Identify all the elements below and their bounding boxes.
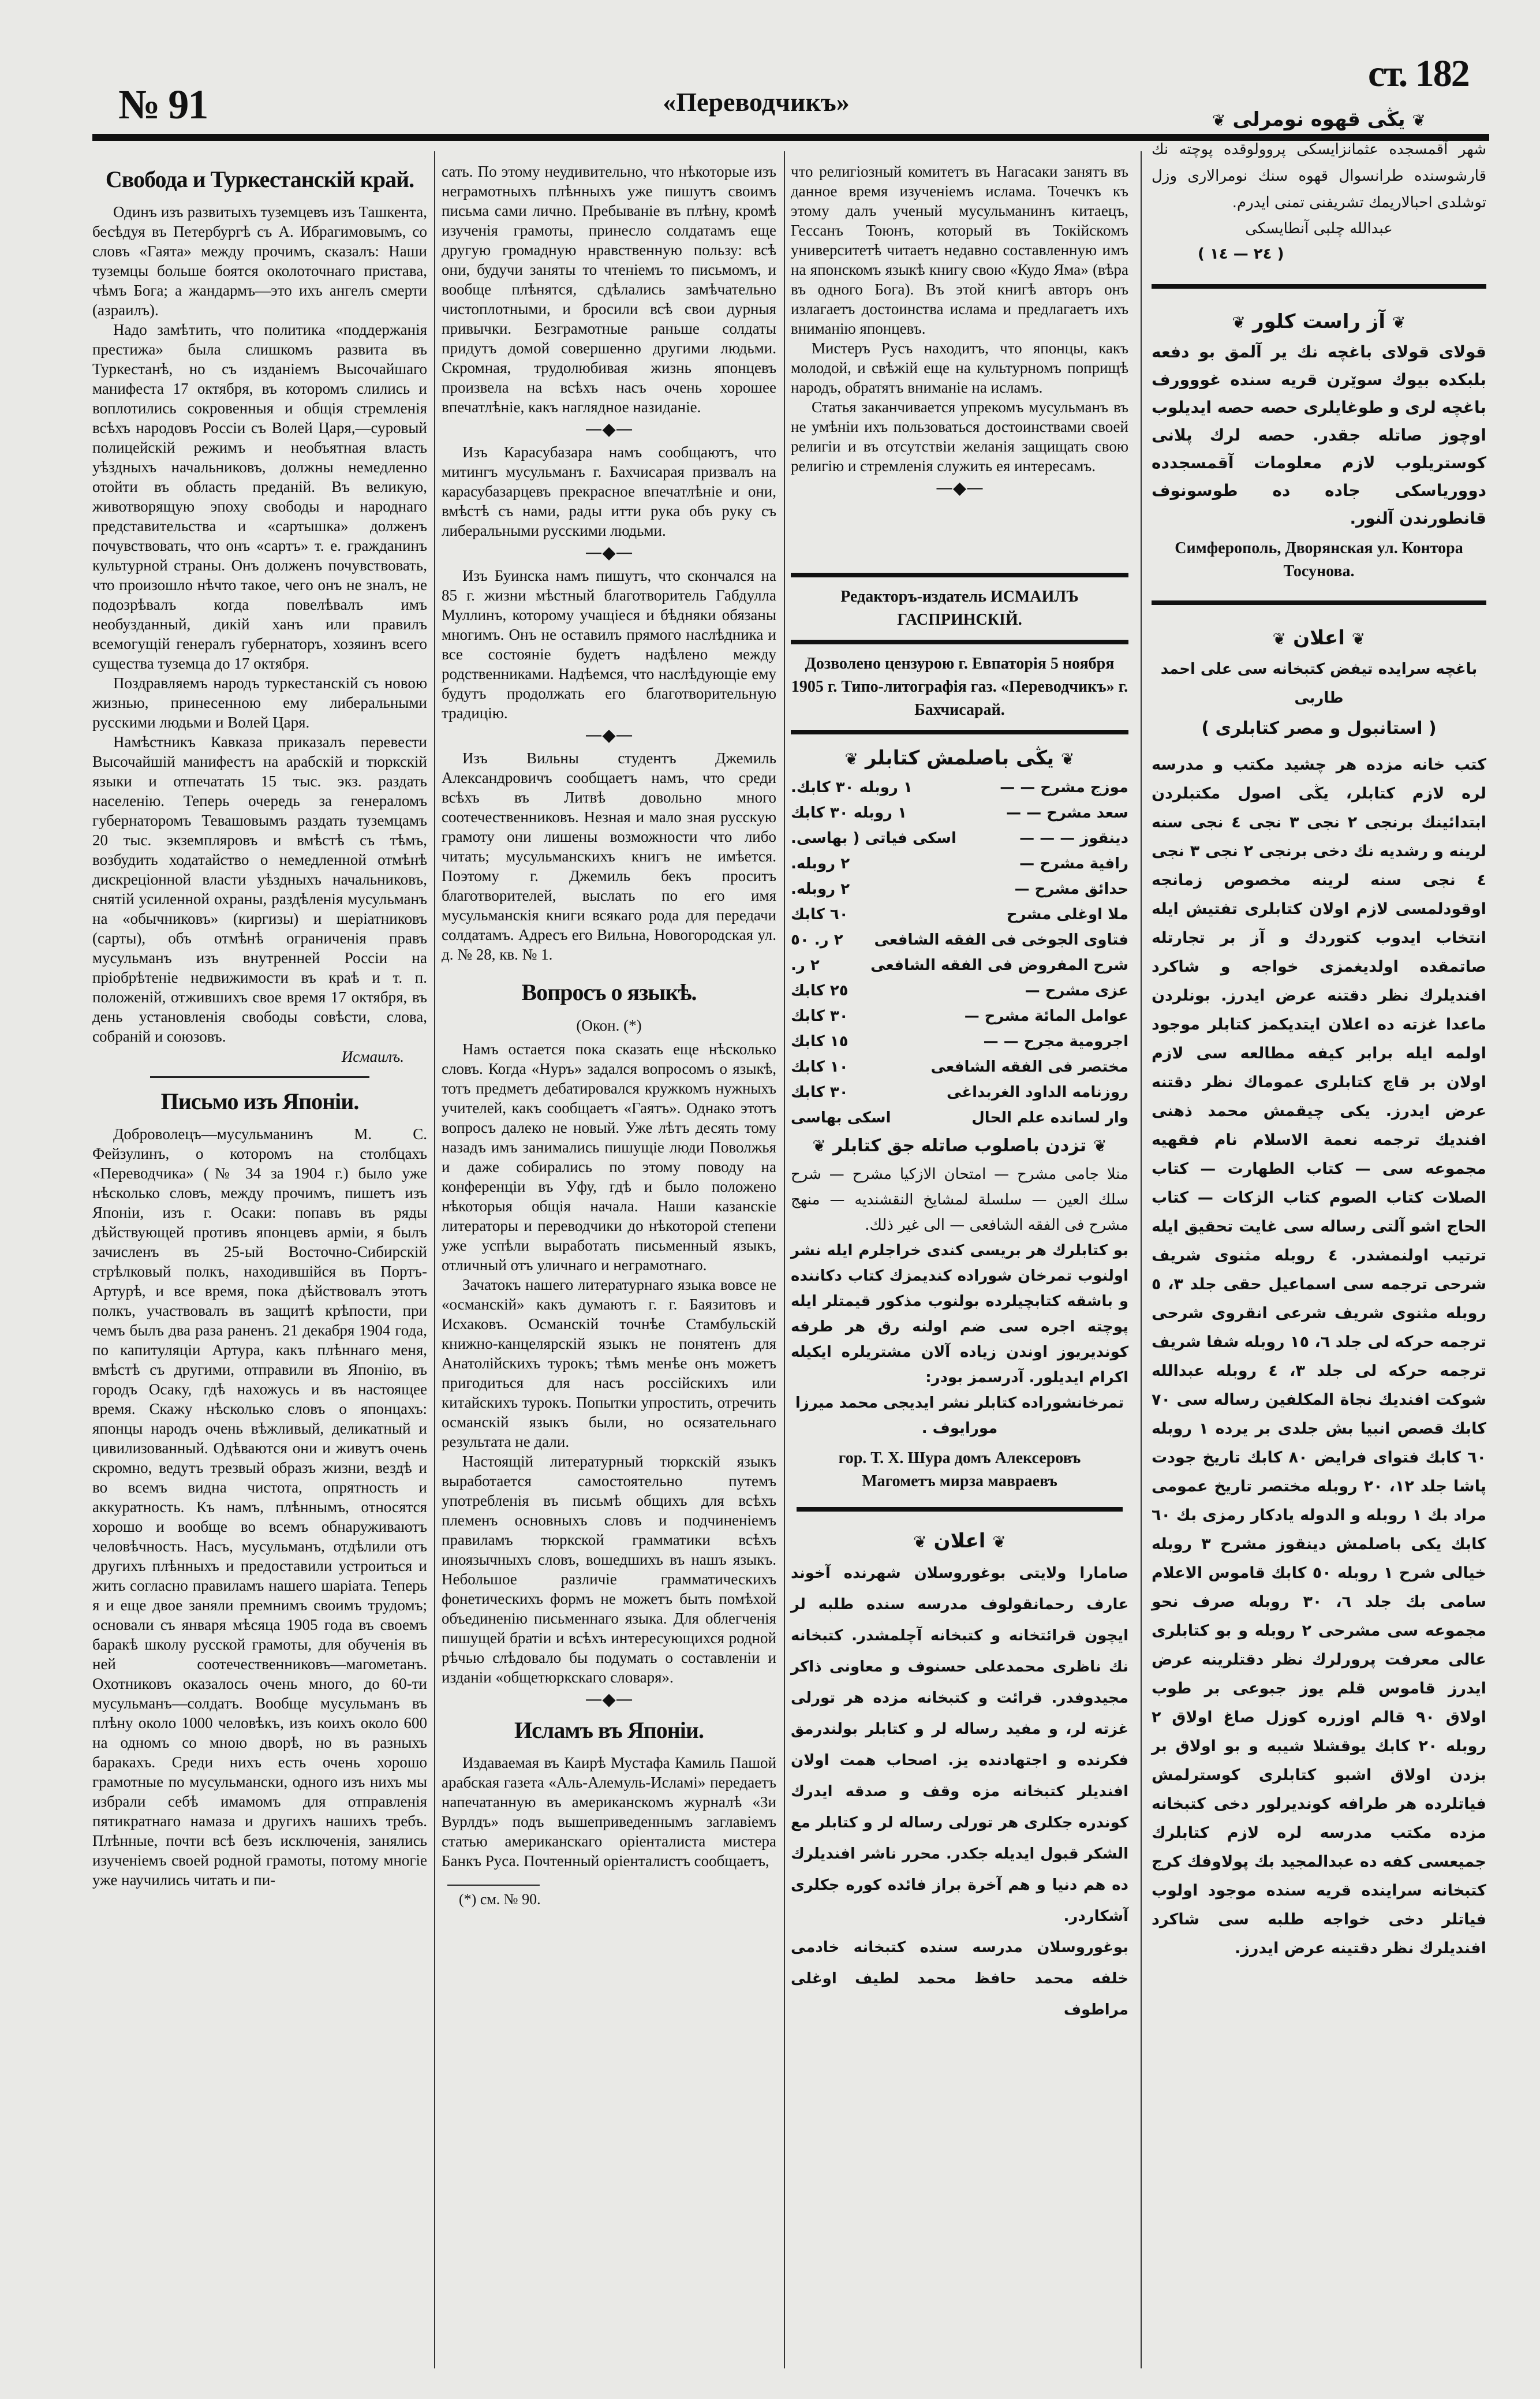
issue-number: № 91 (118, 81, 208, 128)
book-title: موزج مشرح — — (1000, 779, 1128, 796)
book-title: اجرومية مجرح — — (983, 1033, 1128, 1050)
book-title: دينقوز — — — (1019, 830, 1128, 847)
ornament-icon: ❦ (913, 1532, 927, 1551)
article-subtitle: (Окон. (*) (576, 1017, 642, 1034)
paragraph: Добровoлецъ—мусульманинъ М. С. Фейзулинъ, о которомъ на столбцахъ «Переводчика» (№ 34 за 1904 г.) было уже нѣсколько словъ, между прочимъ, пишетъ изъ Японіи, изъ г. Осаки: попавъ въ ряды дѣйствующей противъ японцевъ арміи, я былъ зачисленъ въ 25-ый Восточно-Сибирскій стрѣлковый полкъ, находившійся въ Портъ-Артурѣ, и все время, пока дѣйствовалъ этотъ полкъ, участвовалъ въ защитѣ крѣпости, при чемъ былъ два раза раненъ. 21 декабря 1904 года, по капитуляціи Артура, какъ плѣннаго меня, вмѣстѣ съ другими, отправили въ Японію, въ городъ Осаку, гдѣ нахожусь и въ настоящее время. Скажу нѣсколько словъ о японцахъ: японцы народъ очень вѣжливый, деликатный и цивилизованный. Одѣваются они и живутъ очень скромно, ведутъ трезвый образъ жизни, вездѣ и во всемъ видна чистота, опрятность и аккуратность. Къ намъ, плѣннымъ, относятся хорошо и вообще во всемъ обнаруживаютъ человѣчность. Насъ, мусульманъ, отдѣлили отъ другихъ плѣнныхъ и предоставили устроиться и жить согласно правиламъ нашего шаріата. Теперь я и еще двое заняли премнимъ своимъ трудомъ; основали съ января мѣсяца 1905 года въ своемъ баракѣ школу русской грамоты, для обученія въ ней соотечественниковъ—магометанъ. Охотниковъ оказалось очень много, до 60-ти мусульманъ—солдатъ. Вообще мусульманъ въ плѣну около 1000 человѣкъ, изъ коихъ около 600 на одномъ со мною дворѣ, но въ разныхъ баракахъ. Среди нихъ есть очень хорошо грамотные по мусульмански, одного изъ нихъ мы избрали себѣ имамомъ для отправленія пятикратнаго намаза и другихъ нашихъ требъ. Плѣнные, почти всѣ безъ исключенія, занялись изученіемъ своей родной грамоты, потому многіе уже научились читать и пи- (92, 1125, 427, 1889)
section-rule (797, 1507, 1123, 1512)
ad-code: ( ٢٤ — ١٤ ) (1198, 245, 1284, 263)
paragraph: Надо замѣтить, что политика «поддержанія престижа» была слишкомъ развита въ Туркестанѣ, но съ изданіемъ Высочайшаго манифеста 17 октября, въ которомъ слились и воплотились сокровенныя и общія стремленія всѣхъ народовъ Россіи съ Волей Царя,—суровый полицейскій режимъ и необъятная власть уѣздныхъ начальниковъ, должны немедленно отойти въ область преданій. Въ великую, животворящую эпоху свободы и народнаго представительства и «сартышка» долженъ почувствовать, что онъ «сартъ» т. е. гражданинъ культурной страны. Онъ долженъ почувствовать, что произошло нѣчто такое, чего онъ не зналъ, не подозрѣвалъ когда повелѣвалъ имъ необузданный, дикій ханъ или правилъ всемогущій генералъ губернаторъ, хозяинъ всего существа туземца до 17 октября. (92, 321, 427, 672)
book-title: سعد مشرح — — (1006, 804, 1128, 822)
book-title: فتاوى الجوخى فى الفقه الشافعى (874, 931, 1128, 949)
paragraph: Настоящій литературный тюркскій языкъ выработается самостоятельно путемъ употребленія въ письмѣ общихъ для всѣхъ племенъ основныхъ словъ и подчиненіемъ правиламъ тюркской грамматики всѣхъ иноязычныхъ словъ, вошедшихъ въ нашъ языкъ. Небольшое различіе грамматическихъ фонетическихъ формъ не можетъ быть помѣхой объединенію письменнаго языка. Для облегченія пишущей братіи и всѣхъ интересующихся родной рѣчью слѣдовало бы подумать о составленіи и изданіи «общетюркскаго словаря». (442, 1453, 776, 1686)
ornament-icon: ❦ (1093, 1136, 1107, 1155)
ornament-divider-icon: —◆— (935, 478, 984, 498)
ad-heading-text: آز راست كلور (1252, 310, 1386, 333)
new-books-ad (791, 743, 1128, 1493)
ornament-icon: ❦ (844, 749, 859, 768)
address-line: Магометъ мирза мавраевъ (862, 1472, 1057, 1490)
paragraph: Изъ Карасубазара намъ сообщаютъ, что митингъ мусульманъ г. Бахчисарая призвалъ на карасубазарцевъ прекрасное впечатлѣніе и они, вмѣстѣ съ нами, рады итти рука объ руку съ либеральными русскими людьми. (442, 443, 776, 539)
book-price: ٦٠ كابك (791, 906, 849, 923)
book-price: ١ روبله ٣٠ كابك (791, 804, 907, 822)
ad-heading-text: يڭى باصلمش كتابلر (865, 747, 1054, 770)
article-title: Письмо изъ Японіи. (160, 1088, 359, 1114)
book-price: ٢ روبله. (791, 855, 850, 872)
section-rule (791, 730, 1128, 734)
book-price: ٢ ر. (791, 957, 820, 974)
ornament-icon: ❦ (1412, 111, 1426, 130)
ad-signature: عبدالله چلبى آنطايسكى (1245, 220, 1393, 237)
paragraph: Статья заканчивается упрекомъ мусульманъ въ не умѣніи ихъ пользоваться достоинствами своей религіи и въ отсутствіи желанія защищать свою религію и стремленія служить ея интересамъ. (791, 398, 1128, 475)
article-title: Исламъ въ Японіи. (514, 1717, 704, 1743)
ornament-icon: ❦ (1212, 111, 1226, 130)
book-list-item (791, 978, 1128, 1003)
section-rule (791, 640, 1128, 644)
book-list-item (791, 826, 1128, 851)
ad-heading-text: اعلان (1293, 626, 1345, 650)
ad-heading (1152, 104, 1486, 136)
paragraph: Изъ Вильны студентъ Джемиль Александровичъ сообщаетъ намъ, что среди всѣхъ въ Литвѣ довольно много соотечественниковъ. Незная и мало зная русскую грамоту они лишены возможности что либо читать; мусульманскихъ книгъ не имѣется. Поэтому г. Джемиль бекъ проситъ благотворителей, выслать по его имя мусульманскія книги всякаго рода для передачи солдатамъ. Адресъ его Вильна, Новогородская ул. д. № 28, кв. № 1. (442, 749, 776, 963)
ad-heading (1152, 306, 1486, 338)
ornament-icon: ❦ (1272, 629, 1287, 648)
book-list-item (791, 876, 1128, 902)
paragraph: что религіозный комитетъ въ Нагасаки занятъ въ данное время изученіемъ ислама. Точечкъ къ этому далъ ученый мусульманинъ китаецъ, Гессанъ Тоюнъ, который въ Токійскомъ университетѣ читаетъ недавно составленную имъ на японскомъ языкѣ книгу свою «Кудо Яма» (вѣра въ одного Бога). Въ этой книгѣ авторъ онъ излагаетъ достоинства ислама и предлагаетъ ихъ вниманію японцевъ. (791, 163, 1128, 337)
bookshop-ad (1152, 622, 1486, 1963)
column-2 (442, 162, 776, 1910)
ornament-icon: ❦ (1060, 749, 1075, 768)
book-title: حدائق مشرح — (1014, 880, 1128, 898)
ornament-icon: ❦ (992, 1532, 1006, 1551)
article-title: Вопросъ о языкѣ. (521, 979, 697, 1005)
footnote: (*) см. № 90. (459, 1891, 541, 1908)
ad-heading (791, 1131, 1128, 1162)
book-price: ١ روبله ٣٠ كابك. (791, 779, 913, 796)
editor-publisher: Редакторъ-издатель ИСМАИЛЪ ГАСПРИНСКІЙ. (840, 588, 1079, 629)
ad-text: شهر آقمسجده عثمانزايسكى پروولوقده پوچته نك قارشوسنده طرانسوال قهوه سنك نومرالارى وزل توشلدى احبالاريمك تشريفنى تمنى ايدرم. (1152, 141, 1486, 211)
article-title: Свобода и Туркестанскій край. (105, 166, 414, 192)
paragraph: Мистеръ Русъ находитъ, что японцы, какъ молодой, и свѣжій еще на культурномъ поприщѣ народъ, обратятъ вниманіе на исламъ. (791, 339, 1128, 396)
ornament-divider-icon: —◆— (585, 725, 633, 745)
upcoming-books: منلا جامى مشرح — امتحان الازكيا مشرح — شرح سلك العين — سلسلة لمشايخ النقشنديه — منهج مشرح فى الفقه الشافعى — الى غير ذلك. (791, 1166, 1128, 1234)
book-list-item (791, 1054, 1128, 1080)
column-3-article-end (791, 162, 1128, 501)
footnote-rule (447, 1885, 540, 1886)
library-ad (791, 1525, 1128, 2025)
book-title: ملا اوغلى مشرح (1006, 906, 1128, 923)
ad-address: Симферополь, Дворянская ул. Контора Тосунова. (1175, 539, 1463, 580)
book-price: ٢٥ كابك (791, 982, 849, 999)
paragraph: Одинъ изъ развитыхъ туземцевъ изъ Ташкента, бесѣдуя въ Петербургѣ съ А. Ибрагимовымъ, со словъ «Гаята» между прочимъ, сказалъ: Наши туземцы больше боятся околоточнаго пристава, чѣмъ Бога; а жандармъ—это ихъ ангелъ смерти (азраилъ). (92, 203, 427, 319)
column-divider (784, 151, 785, 2368)
ad-subheading: ( استانبول و مصر كتابلرى ) (1201, 718, 1437, 738)
book-price: اسكى بهاسى (791, 1109, 891, 1126)
book-title: مختصر فى الفقه الشافعى (930, 1058, 1128, 1076)
book-list-item (791, 775, 1128, 800)
ornament-icon: ❦ (1232, 313, 1246, 332)
section-rule (1152, 600, 1486, 605)
book-list-item (791, 953, 1128, 978)
ad-heading (791, 1525, 1128, 1558)
censor-note: Дозволено цензурою г. Евпаторія 5 ноября 1905 г. Типо-литографія газ. «Переводчикъ» г. Бахчисарай. (791, 655, 1128, 719)
book-list-item (791, 927, 1128, 953)
publisher-name: تمرخانشوراده كتابلر نشر ايديجى محمد ميرزا مورايوف . (795, 1394, 1124, 1437)
book-list-item (791, 1105, 1128, 1131)
book-price-list (791, 775, 1128, 1131)
books-note: بو كتابلرك هر بريسى كندى خراجلرم ايله نشر اولنوب تمرخان شوراده كنديمزك كتاب دكاننده و باشقه كتابچيلرده بولنوب مذكور قيمتلر ايله پوچته اجره سى ضم اولنه رق هر طرفه كونديريوز اوندن زياده آلان مشتريلره ايكيله اكرام ايديلور. آدرسمز بودر: (791, 1242, 1128, 1386)
newspaper-title: «Переводчикъ» (663, 87, 850, 117)
book-price: ٢ روبله. (791, 880, 850, 898)
book-list-item (791, 800, 1128, 826)
column-divider (1141, 151, 1142, 2368)
book-list-item (791, 902, 1128, 927)
address-line: гор. Т. Х. Шура домъ Алексеровъ (838, 1449, 1081, 1467)
paragraph: сать. По этому неудивительно, что нѣкоторые изъ неграмотныхъ плѣнныхъ уже пишутъ своимъ письма сами лично. Пребываніе въ плѣну, кромѣ изученія грамоты, принесло солдатамъ еще другую громадную нравственную пользу: всѣ они, будучи заняты то чтеніемъ то письмомъ, и вообще плѣнятся, сдѣлались замѣчательно чистоплотными, и бросили всѣ свои дурныя привычки. Безграмотные раньше солдаты придутъ домой совершенно другими людьми. Скромная, трудолюбивая жизнь японцевъ произвела на всѣхъ насъ очень хорошее впечатлѣніе, какъ наглядное назиданіе. (442, 163, 776, 416)
ornament-divider-icon: —◆— (585, 1689, 633, 1710)
book-title: شرح المفروض فى الفقه الشافعى (870, 957, 1128, 974)
book-title: عوامل المائة مشرح — (964, 1008, 1128, 1025)
ad-subheading: باغچه سرايده تيفض كتبخانه سى على احمد طاربى (1160, 661, 1478, 707)
paragraph: Поздравляемъ народъ туркестанскій съ новою жизнью, принесенною ему либеральными русскими людьми и Волей Царя. (92, 674, 427, 731)
ornament-icon: ❦ (812, 1136, 826, 1155)
ad-heading (791, 743, 1128, 775)
ornament-divider-icon: —◆— (585, 419, 633, 439)
paragraph: Зачатокъ нашего литературнаго языка вовсе не «османскій» какъ думаютъ г. г. Баязитовъ и Исхаковъ. Османскій точнѣе Стамбульскій книжно-канцелярскій языкъ не понятенъ для Анатолійскихъ турокъ; тѣмъ менѣе онъ можетъ пригодиться для насъ россійскихъ или китайскихъ турокъ. Попытки упростить, отречить османскій языкъ были, но осязательнаго результата не дали. (442, 1276, 776, 1450)
book-price: ١٥ كابك (791, 1033, 849, 1050)
ad-heading (1152, 622, 1486, 655)
ornament-icon: ❦ (1392, 313, 1406, 332)
section-rule (791, 573, 1128, 577)
book-price: ٣٠ كابك (791, 1008, 849, 1025)
book-title: عزى مشرح — (1025, 982, 1128, 999)
garden-plots-ad (1152, 306, 1486, 583)
ad-heading-text: تزدن باصلوب صاتله جق كتابلر (832, 1136, 1087, 1156)
ad-heading-text: اعلان (933, 1529, 986, 1553)
ad-text: قولاى قولاى باغچه نك ير آلمق بو دفعه بلبكده بيوك سوێرن قريه سنده غووورف باغچه لرى و طوغايلرى حصه حصه ايديلوب اوچوز صاتله جقدر. حصه لرك پلانى كوستريلوب لازم معلومات آقمسجدده دوورياسكى جاده ده طوسونوف قانطورندن آلنور. (1152, 342, 1486, 528)
section-divider (150, 1076, 369, 1078)
book-price: اسكى فياتى ( بهاسى. (791, 830, 956, 847)
book-price: ٢ ر. ٥٠ (791, 931, 843, 949)
column-4 (1152, 104, 1486, 1963)
section-rule (1152, 284, 1486, 289)
book-price: ٣٠ كابك (791, 1084, 849, 1101)
column-1 (92, 162, 427, 1890)
column-divider (434, 151, 435, 2368)
ad-text: صامارا ولايتى بوغوروسلان شهرنده آخوند عارف رحمانقولوف مدرسه سنده طلبه لر ايچون قرائتخانه و كتبخانه آچلمشدر. كتبخانه نك ناظرى محمدعلى حسنوف و معاونى ذاكر مجيدوفدر. قرائت و كتبخانه مزده هر تورلى غزته لر، و مفيد رساله لر و كتابلر بولندرمق فكرنده و اجتهادنده يز. اصحاب همت اولان افنديلر كتبخانه مزه وقف و صدقه ايدرك كوندره جكلرى هر تورلى رساله لر و كتابلر مع الشكر قبول ايديله جكدر. محرر ناشر افنديلرك ده هم دنيا و هم آخرة براز فائده كوره جكلرى آشكاردر. (791, 1565, 1128, 1925)
paragraph: Издаваемая въ Каирѣ Мустафа Камиль Пашой арабская газета «Аль-Алемуль-Исламі» передаетъ напечатанную въ американскомъ журналѣ «Зи Вурлдъ» подъ вышеприведеннымъ заглавіемъ статью американскаго оріенталиста мистера Банкъ Руса. Почтенный оріенталистъ сообщаетъ, (442, 1754, 776, 1870)
book-list-item (791, 1029, 1128, 1054)
book-title: وار لسانده علم الحال (971, 1109, 1128, 1126)
coffee-house-ad (1152, 104, 1486, 267)
page-number: ст. 182 (1368, 53, 1469, 95)
ad-signature: بوغوروسلان مدرسه سنده كتبخانه خادمى خلفه محمد حافظ محمد لطيف اوغلى مراطوف (791, 1939, 1128, 2019)
book-list-item (791, 851, 1128, 876)
book-title: روزنامه الداود الغربداغى (947, 1084, 1128, 1101)
book-list-item (791, 1003, 1128, 1029)
ornament-icon: ❦ (1351, 629, 1366, 648)
ad-heading-text: يڭى قهوه نومرلى (1232, 108, 1406, 131)
paragraph: Изъ Буинска намъ пишутъ, что скончался на 85 г. жизни мѣстный благотворитель Габдулла Муллинъ, которому учащіеся и бѣдняки обязаны многимъ. Онъ не оставилъ прямого наслѣдника и все состояніе будетъ надѣлено между родственниками. Надѣемся, что наслѣдующіе ему будутъ продолжать его благотворительную традицію. (442, 567, 776, 722)
book-title: رافية مشرح — (1019, 855, 1128, 872)
ad-text: كتب خانه مزده هر چشيد مكتب و مدرسه لره لازم كتابلر، يڭى اصول مكتبلردن ابتدائينك برنجى ٢ نجى ٣ نجى ٤ نجى سنه لرينه و رشديه نك دخى برنجى ٢ نجى ٣ نجى ٤ نجى سنه لرينه مخصوص زمانجه اوقودلمسى لازم اولان كتابلرى تفتيش ايله انتخاب ايدوب كتوردك و آز بر تجارتله صاتمقده اولديغمزى خواجه و شاكرد افنديلرك نظر دقتنه عرض ايدرز. بونلردن ماعدا غزته ده اعلان ايتديكمز كتابلر موجود اولمه ايله برابر كيفه مطالعه سى لازم اولان بر قاچ كتابلرى عموماك نظر دقتنه عرض ايدرز. يكى چيقمش محمد ذهنى افنديك ترجمه نعمة الاسلام نام فقهيه مجموعه سى — كتاب الطهارت — كتاب الصلات كتاب الصوم كتاب الزكات — كتاب الحاج اشو آلتى رساله سى غايت تحقيق ايله ترتيب اولنمشدر. ٤ روبله مثنوى شريف شرحى ترجمه سى اسماعيل حقى جلد ٣، ٥ روبله مثنوى شريف شرعى انقروى شرحى ترجمه حركه لى جلد ٦، ١٥ روبله شفا شريف ترجمه حركه لى جلد ٣، ٤ روبله عبدالله شوكت افنديك نجاة المكلفين رساله سى ٧٠ كابك قصص انبيا بش جلدى بر يرده ١ روبله ٦٠ كابك فتواى فرايض ٨٠ كابك تاريخ جودت پاشا جلد ١٢، ٢٠ روبله مختصر تاريخ عمومى مراد بك ١ روبله و الدوله يادكار رمزى بك ٦٠ كابك يكى باصلمش دينقوز مشرح ٣ روبله خيالى شرح ١ روبله ٥٠ كابك قاموس الاعلام سامى بك جلد ٦، ٣٠ روبله صرف نحو مجموعه سى مشرحى ٢ روبله و بو كتابلرى عالى معرفت پرورلرك نظر دقتلرينه عرض ايدرز قاموس قلم يوز جبوعى بر طوب اولاق ٩٠ قالم اوزره كوزل صاغ اولاق ٢ روبله ٢٠ كابك يوقشلا شيبه و بو اولاق بر بزدن اولاق اشبو كتابلرى كوسترلمش فياتلرده هر طرافه كونديرلور دخى كتبخانه مزده مكتب مدرسه لره لازم كتابلرك جميعسى كفه ده عبدالمجيد بك پولاوفك كرج كتبخانه سراينده قريه سنده موجود اولوب فياتلر دخى خواجه طلبه سى شاكرد افنديلرك نظر دقتينه عرض ايدرز. (1152, 756, 1487, 1957)
ornament-divider-icon: —◆— (585, 543, 633, 563)
book-list-item (791, 1080, 1128, 1105)
book-price: ١٠ كابك (791, 1058, 849, 1076)
paragraph: Намѣстникъ Кавказа приказалъ перевести Высочайшій манифестъ на арабскій и тюркскій языки и отпечатать 15 тыс. экз. раздать населенію. Теперь очередь за генераломъ губернаторомъ Тевашовымъ раздать туземцамъ 20 тыс. экземпляровъ и вмѣстѣ съ тѣмъ, возбудить ходатайство о немедленной отмѣнѣ дискреціонной власти уѣздныхъ начальниковъ, снятій усиленной охраны, раздѣленія мусульманъ на «обычниковъ» (киргизы) и шеріатниковъ (сарты), объ отмѣнѣ ограниченія правъ мусульманъ изъ внутренней Россіи на пріобрѣтеніе недвижимости въ краѣ и т. п. положеній, отжившихъ свое время 17 октября, въ день установленія свободы совѣсти, слова, собраній и союзовъ. (92, 733, 427, 1045)
column-3 (791, 162, 1128, 2025)
paragraph: Намъ остается пока сказать еще нѣсколько словъ. Когда «Нуръ» задался вопросомъ о языкѣ, тотъ предметъ дебатировался кружкомъ нужныхъ учителей, какъ сообщаетъ «Гаятъ». Однако этотъ вопросъ далеко не новый. Уже лѣтъ десять тому назадъ имъ занимались пишущіе люди Поволжья и даже собирались по этому поводу на конференціи въ Уфу, гдѣ и было положено нѣкоторыя общія начала. Наши казанскіе литераторы и переводчики до нѣкоторой степени уже успѣли выработать письменный языкъ, отличный отъ уличнаго и неграмотнаго. (442, 1040, 776, 1274)
article-freedom-turkestan (92, 165, 427, 1067)
article-signature: Исмаилъ. (341, 1048, 404, 1065)
article-letter-japan (92, 1087, 427, 1890)
